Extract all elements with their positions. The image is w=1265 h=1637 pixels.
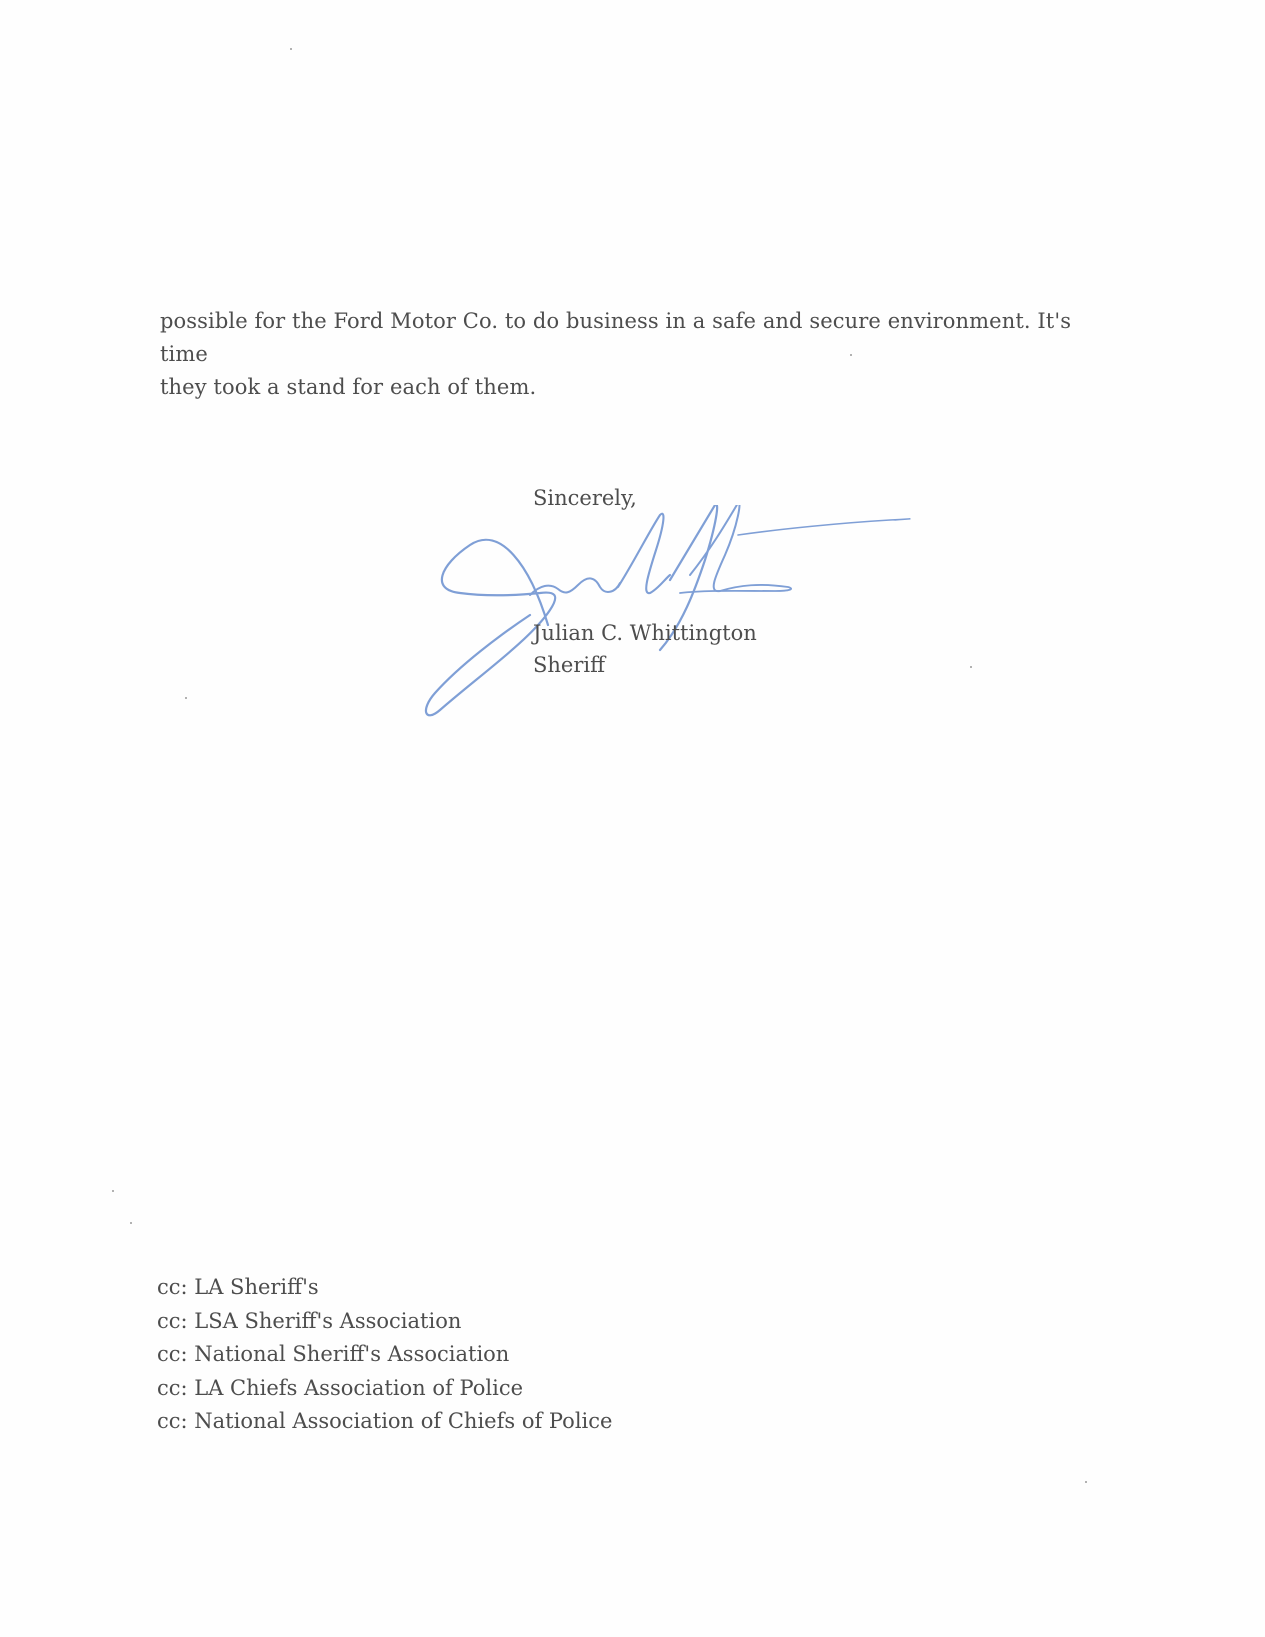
signature-tail	[680, 585, 791, 593]
cc-line: cc: National Sheriff's Association	[157, 1342, 510, 1366]
scan-speck	[970, 666, 972, 668]
scan-speck	[130, 1222, 132, 1224]
signature-t-stroke-2	[690, 505, 739, 591]
signature-flourish	[738, 519, 910, 535]
signature-middle-stroke	[530, 578, 620, 595]
handwritten-signature	[420, 505, 940, 725]
scan-speck	[112, 1190, 114, 1192]
cc-line: cc: LA Sheriff's	[157, 1275, 319, 1299]
body-line-1: possible for the Ford Motor Co. to do business in a safe and secure environment. It's time	[160, 309, 1072, 366]
signer-name: Julian C. Whittington	[533, 621, 757, 645]
signer-title: Sheriff	[533, 653, 606, 677]
scan-speck	[290, 48, 292, 50]
letter-body-paragraph	[160, 305, 1120, 404]
cc-list	[157, 1271, 612, 1439]
cc-line: cc: LSA Sheriff's Association	[157, 1308, 462, 1333]
signature-h-stroke	[618, 514, 670, 593]
body-line-2: they took a stand for each of them.	[160, 375, 537, 399]
closing-salutation: Sincerely,	[533, 486, 637, 510]
scan-speck	[1085, 1481, 1087, 1483]
scan-speck	[850, 354, 852, 356]
cc-line: cc: National Association of Chiefs of Police	[157, 1409, 613, 1433]
scan-speck	[185, 697, 187, 699]
cc-line: cc: LA Chiefs Association of Police	[157, 1375, 524, 1400]
